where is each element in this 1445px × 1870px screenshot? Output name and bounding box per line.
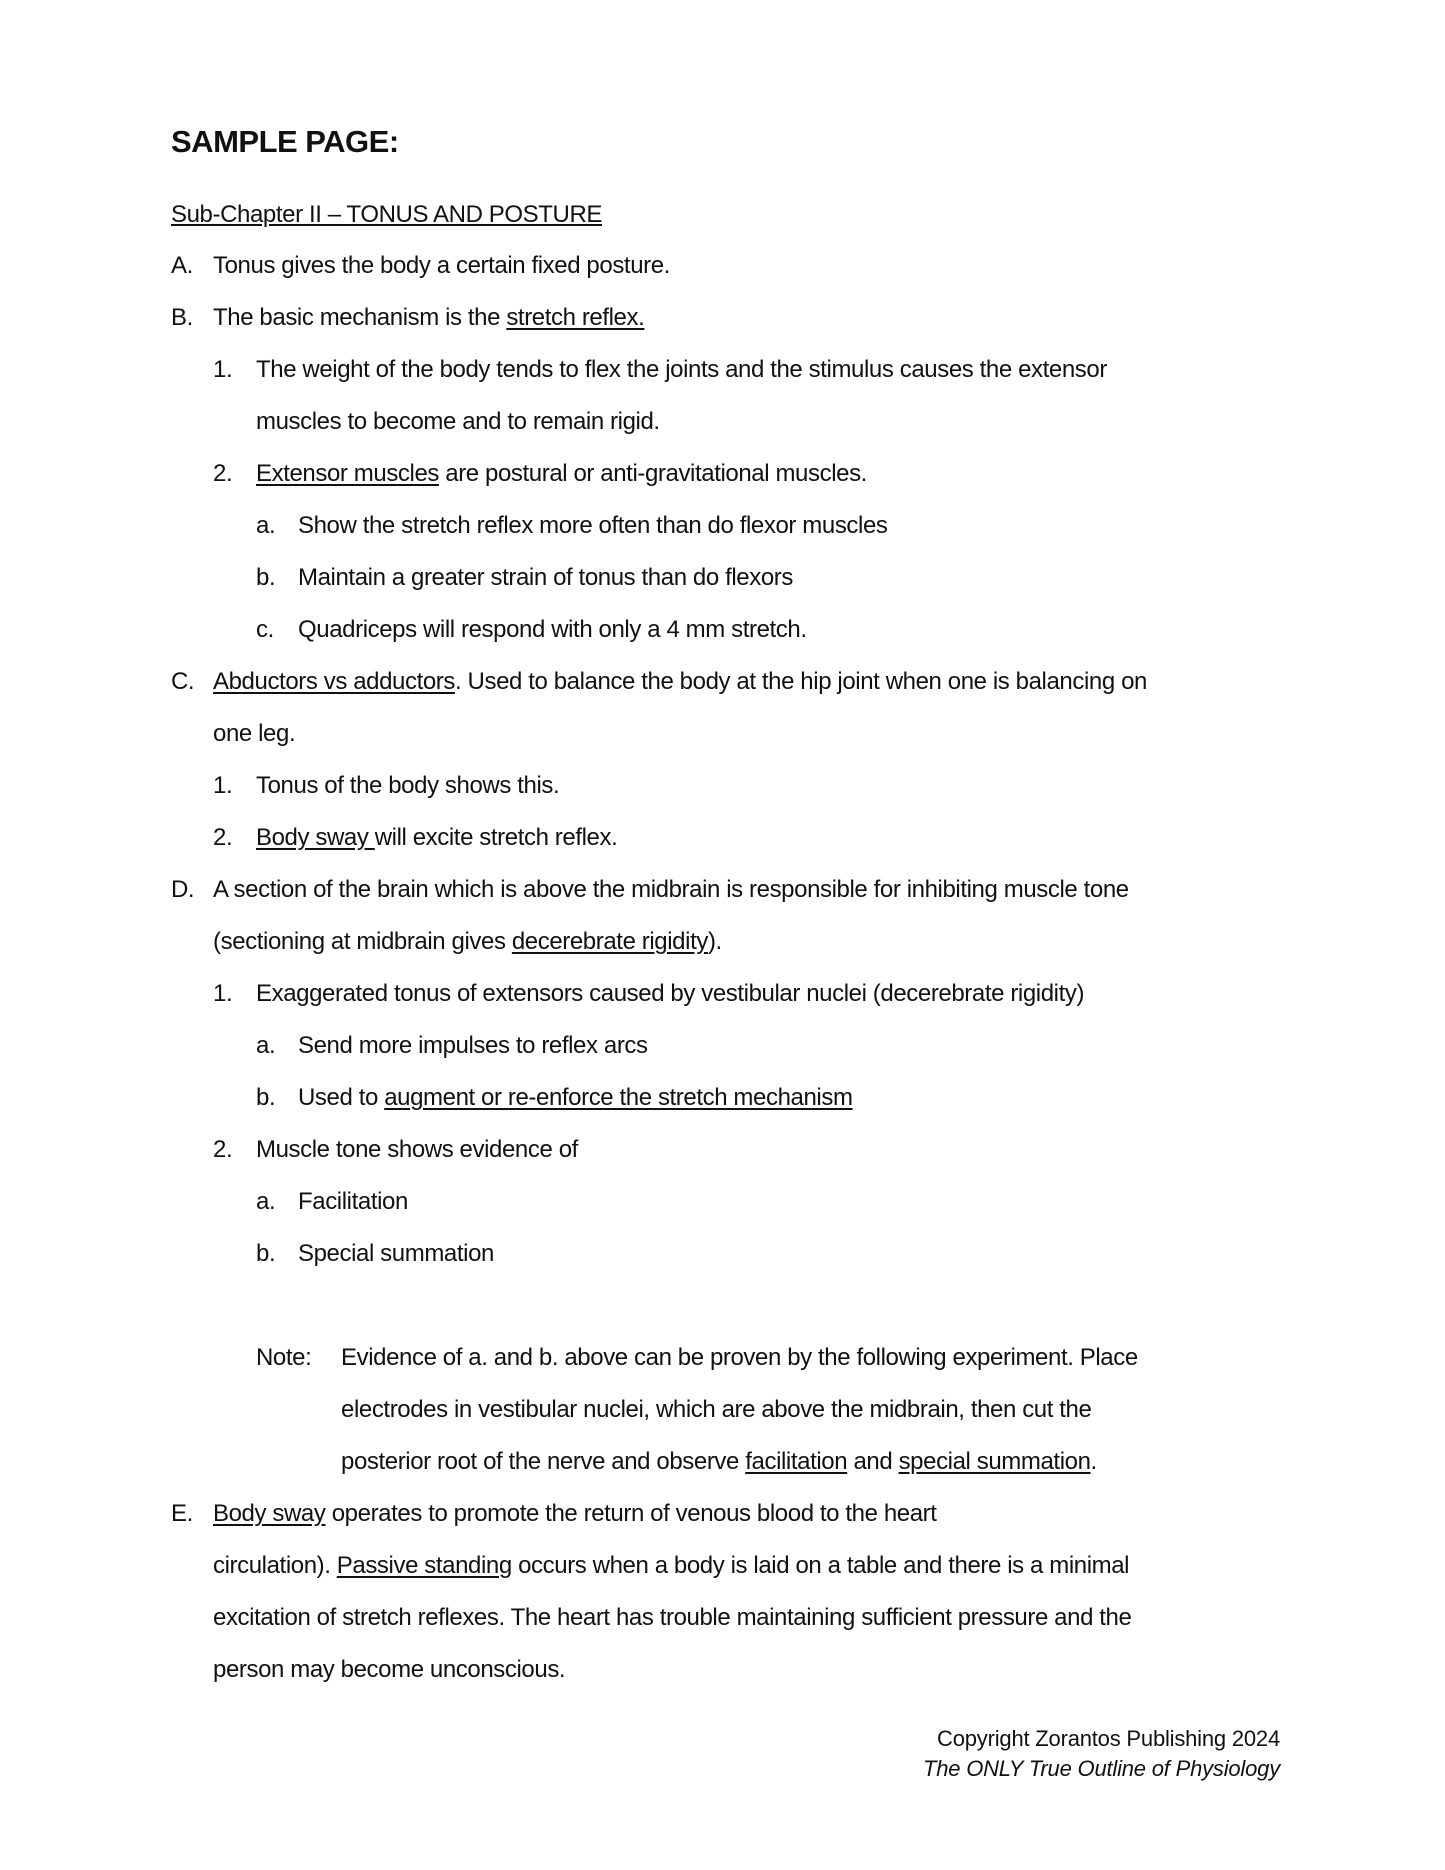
- item-c2-marker: 2.: [213, 824, 233, 851]
- item-b2b-marker: b.: [256, 564, 276, 591]
- item-c-line2: one leg.: [213, 720, 296, 747]
- item-e-line2: [213, 1552, 1129, 1580]
- item-d1b-text: [298, 1084, 853, 1112]
- item-d-marker: D.: [171, 876, 195, 903]
- underlined-term: Abductors vs adductors: [213, 668, 455, 695]
- footer-copyright: Copyright Zorantos Publishing 2024: [937, 1726, 1280, 1751]
- item-b2b-text: Maintain a greater strain of tonus than do flexors: [298, 564, 793, 591]
- item-b1-line2: muscles to become and to remain rigid.: [256, 408, 660, 435]
- text: .: [1090, 1448, 1097, 1475]
- item-b-marker: B.: [171, 304, 193, 331]
- item-d2-marker: 2.: [213, 1136, 233, 1163]
- item-c1-marker: 1.: [213, 772, 233, 799]
- item-d1a-marker: a.: [256, 1032, 276, 1059]
- item-a-text: Tonus gives the body a certain fixed posture.: [213, 252, 670, 279]
- item-b2-marker: 2.: [213, 460, 233, 487]
- text: ).: [707, 928, 722, 955]
- item-c2-text: [256, 824, 617, 852]
- note-line2: electrodes in vestibular nuclei, which are above the midbrain, then cut the: [341, 1396, 1092, 1423]
- item-d-line2: [213, 928, 722, 956]
- item-b2a-text: Show the stretch reflex more often than do flexor muscles: [298, 512, 888, 539]
- item-d2a-text: Facilitation: [298, 1188, 408, 1215]
- underlined-term: Body sway: [256, 824, 375, 851]
- item-d1b-marker: b.: [256, 1084, 276, 1111]
- underlined-term: augment or re-enforce the stretch mechanism: [384, 1084, 853, 1111]
- text: will excite stretch reflex.: [374, 824, 618, 851]
- underlined-term: Extensor muscles: [256, 460, 439, 487]
- underlined-term: special summation: [898, 1448, 1091, 1475]
- text: The basic mechanism is the: [213, 304, 507, 331]
- text: are postural or anti-gravitational muscles.: [439, 460, 867, 487]
- item-d2a-marker: a.: [256, 1188, 276, 1215]
- item-c-marker: C.: [171, 668, 195, 695]
- item-d2b-text: Special summation: [298, 1240, 494, 1267]
- item-e-marker: E.: [171, 1500, 193, 1527]
- item-d2b-marker: b.: [256, 1240, 276, 1267]
- item-e-line4: person may become unconscious.: [213, 1656, 566, 1683]
- item-b1-line1: The weight of the body tends to flex the joints and the stimulus causes the extensor: [256, 356, 1107, 383]
- footer-book-title: The ONLY True Outline of Physiology: [922, 1756, 1280, 1781]
- text: (sectioning at midbrain gives: [213, 928, 512, 955]
- underlined-term: stretch reflex.: [506, 304, 645, 331]
- underlined-term: Passive standing: [336, 1552, 512, 1579]
- item-e-line3: excitation of stretch reflexes. The heart has trouble maintaining sufficient pressure and the: [213, 1604, 1132, 1631]
- item-d1-marker: 1.: [213, 980, 233, 1007]
- item-b2c-text: Quadriceps will respond with only a 4 mm stretch.: [298, 616, 807, 643]
- item-c-line1: [213, 668, 1147, 696]
- item-c1-text: Tonus of the body shows this.: [256, 772, 560, 799]
- item-d1-text: Exaggerated tonus of extensors caused by vestibular nuclei (decerebrate rigidity): [256, 980, 1085, 1007]
- item-d-line1: A section of the brain which is above the midbrain is responsible for inhibiting muscle tone: [213, 876, 1129, 903]
- item-a-marker: A.: [171, 252, 193, 279]
- text: and: [847, 1448, 899, 1475]
- page-title: SAMPLE PAGE:: [171, 124, 399, 159]
- text: Used to: [298, 1084, 385, 1111]
- text: . Used to balance the body at the hip joint when one is balancing on: [455, 668, 1147, 695]
- text: circulation).: [213, 1552, 337, 1579]
- item-b1-marker: 1.: [213, 356, 233, 383]
- item-d1a-text: Send more impulses to reflex arcs: [298, 1032, 648, 1059]
- note-line3: [341, 1448, 1097, 1476]
- text: occurs when a body is laid on a table and there is a minimal: [511, 1552, 1130, 1579]
- note-line1: Evidence of a. and b. above can be proven by the following experiment. Place: [341, 1344, 1138, 1371]
- item-e-line1: [213, 1500, 937, 1528]
- item-b2c-marker: c.: [256, 616, 274, 643]
- text: operates to promote the return of venous blood to the heart: [325, 1500, 937, 1527]
- underlined-term: decerebrate rigidity: [511, 928, 708, 955]
- item-b2-text: [256, 460, 867, 488]
- text: posterior root of the nerve and observe: [341, 1448, 746, 1475]
- item-b2a-marker: a.: [256, 512, 276, 539]
- underlined-term: Body sway: [213, 1500, 326, 1527]
- item-d2-text: Muscle tone shows evidence of: [256, 1136, 578, 1163]
- note-label: Note:: [256, 1344, 312, 1371]
- subchapter-heading: Sub-Chapter II – TONUS AND POSTURE: [171, 201, 602, 228]
- item-b-text: [213, 304, 644, 332]
- underlined-term: facilitation: [745, 1448, 848, 1475]
